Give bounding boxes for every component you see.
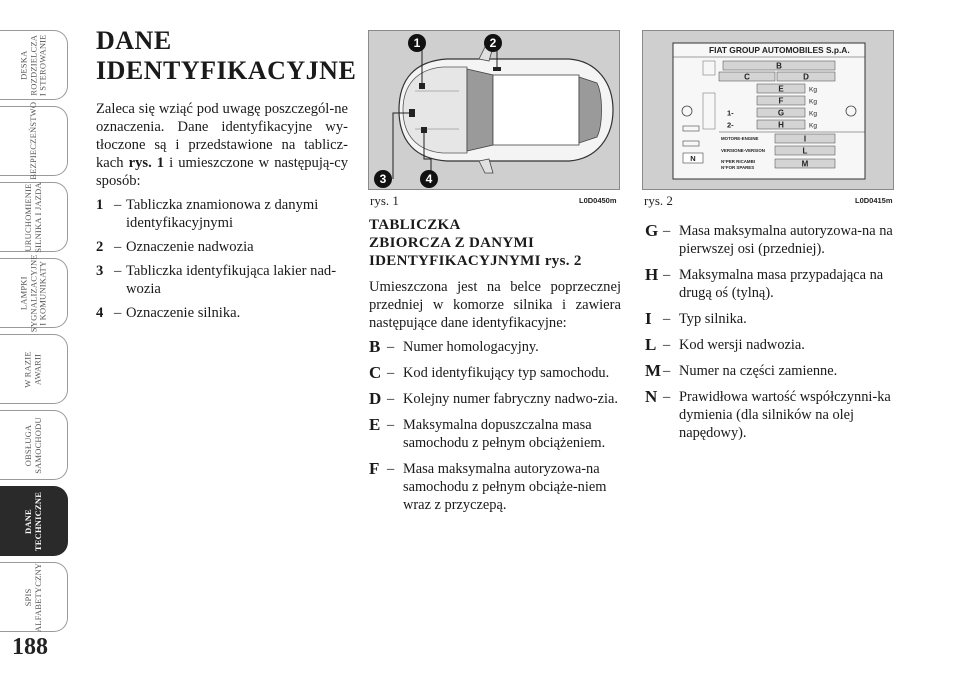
svg-text:B: B: [776, 61, 782, 71]
svg-text:M: M: [801, 159, 809, 169]
list-item: 4 – Oznaczenie silnika.: [96, 305, 241, 321]
svg-text:L: L: [802, 146, 808, 156]
svg-text:E: E: [778, 84, 784, 94]
list-item: 3 – Tabliczka identyfikująca lakier nad-wozia: [96, 263, 337, 297]
svg-text:MOTORE-ENGINE: MOTORE-ENGINE: [721, 136, 759, 141]
svg-text:C: C: [744, 72, 750, 82]
callout-3: [374, 170, 392, 188]
page-title: DANE IDENTYFIKACYJNE: [96, 26, 357, 85]
tab-deska-rozdzielcza[interactable]: DESKA ROZDZIELCZA I STEROWANIE: [0, 30, 68, 100]
svg-text:1: 1: [413, 36, 421, 50]
svg-text:H: H: [778, 120, 784, 130]
list-item: B – Numer homologacyjny.: [369, 337, 539, 356]
svg-text:VERSIONE-VERSION: VERSIONE-VERSION: [721, 148, 765, 153]
figure-2-caption: rys. 2: [644, 193, 673, 208]
callout-2: [484, 34, 502, 52]
intro-paragraph: Zaleca się wziąć pod uwagę poszczegól-ne oznaczenia. Dane identyfikacyjne wy-tłoczone są i przedstawione na tablicz-kach rys. 1 i umieszczone w następują-cy sposób:: [96, 101, 348, 189]
figure-car-top-view: [368, 30, 620, 190]
tab-spis-alfabetyczny[interactable]: SPIS ALFABETYCZNY: [0, 562, 68, 632]
list-item: M – Numer na części zamienne.: [645, 361, 838, 380]
svg-text:2-: 2-: [727, 120, 734, 130]
tab-bezpieczenstwo[interactable]: BEZPIECZEŃSTWO: [0, 106, 68, 176]
list-item: G – Masa maksymalna autoryzowa-na na pierwszej osi (przedniej).: [645, 221, 893, 257]
list-item: I – Typ silnika.: [645, 309, 747, 328]
list-item: N – Prawidłowa wartość współczynni-ka dymienia (dla silników na olej napędowy).: [645, 387, 891, 441]
svg-text:Kg: Kg: [809, 98, 817, 106]
car-top-view-illustration: [369, 31, 619, 189]
figure-reference: rys. 1: [128, 155, 165, 171]
svg-text:N°FOR SPARES: N°FOR SPARES: [721, 165, 755, 170]
svg-text:G: G: [777, 108, 785, 118]
svg-text:I: I: [803, 134, 807, 144]
list-item: L – Kod wersji nadwozia.: [645, 335, 805, 354]
svg-text:FIAT GROUP AUTOMOBILES S.p.A.: FIAT GROUP AUTOMOBILES S.p.A.: [709, 45, 850, 55]
svg-text:F: F: [778, 96, 784, 106]
section-heading: TABLICZKA ZBIORCZA Z DANYMI IDENTYFIKACYJNYMI rys. 2: [369, 217, 582, 269]
figure-1-code: L0D0450m: [579, 196, 617, 205]
tab-dane-techniczne[interactable]: DANE TECHNICZNE: [0, 486, 68, 556]
tab-obsluga[interactable]: OBSŁUGA SAMOCHODU: [0, 410, 68, 480]
figure-identification-plate: [642, 30, 894, 190]
tab-uruchomienie[interactable]: URUCHOMIENIE SILNIKA I JAZDA: [0, 182, 68, 252]
column-identification: [96, 26, 357, 328]
list-item: E – Maksymalna dopuszczalna masa samochodu z pełnym obciążeniem.: [369, 415, 606, 451]
svg-text:1-: 1-: [727, 108, 734, 118]
list-item: C – Kod identyfikujący typ samochodu.: [369, 363, 610, 382]
section-intro: Umieszczona jest na belce poprzecznej przedniej w komorze silnika i zawiera następujące dane identyfikacyjne:: [369, 279, 621, 331]
callout-4: [420, 170, 438, 188]
svg-text:2: 2: [489, 36, 497, 50]
column-plate-description: [369, 216, 621, 522]
column-plate-description-continued: [645, 222, 897, 450]
list-item: H – Maksymalna masa przypadająca na drugą oś (tylną).: [645, 265, 884, 301]
list-item: 1 – Tabliczka znamionowa z danymi identyfikacyjnymi: [96, 197, 319, 231]
svg-text:Kg: Kg: [809, 86, 817, 94]
list-item: 2 – Oznaczenie nadwozia: [96, 239, 254, 255]
tab-lampki[interactable]: LAMPKI SYGNALIZACYJNE I KOMUNIKATY: [0, 258, 68, 328]
svg-text:Kg: Kg: [809, 110, 817, 118]
figure-2-code: L0D0415m: [855, 196, 893, 205]
svg-text:N: N: [690, 154, 696, 163]
callout-1: [408, 34, 426, 52]
svg-text:3: 3: [379, 172, 387, 186]
svg-text:N°PER RICAMBI: N°PER RICAMBI: [721, 159, 755, 164]
svg-text:D: D: [803, 72, 809, 82]
list-item: F – Masa maksymalna autoryzowa-na samochodu z pełnym obciąże-niem wraz z przyczepą.: [369, 459, 607, 513]
figure-1-caption: rys. 1: [370, 193, 399, 208]
page-number: 188: [12, 634, 48, 660]
svg-text:4: 4: [425, 172, 433, 186]
identification-plate-illustration: [643, 31, 893, 189]
tab-w-razie-awarii[interactable]: W RAZIE AWARII: [0, 334, 68, 404]
list-item: D – Kolejny numer fabryczny nadwo-zia.: [369, 389, 618, 408]
svg-text:Kg: Kg: [809, 122, 817, 130]
